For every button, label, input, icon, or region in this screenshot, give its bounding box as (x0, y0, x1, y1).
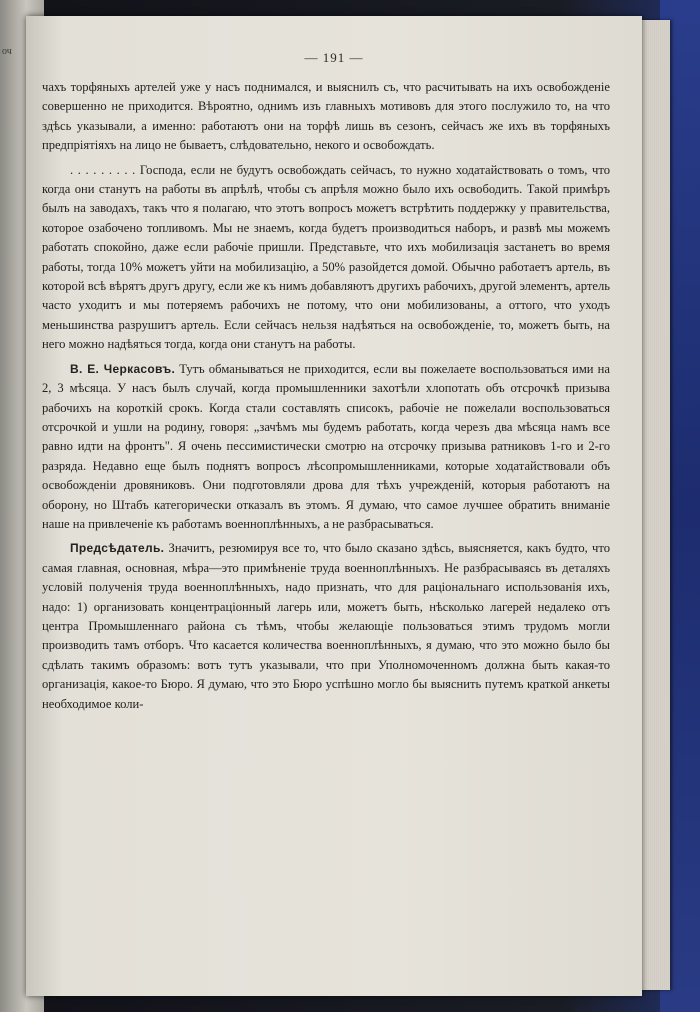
paragraph-2 (42, 161, 610, 355)
paragraph-text: Тутъ обманываться не приходится, если вы пожелаете воспользоваться ими на 2, 3 мѣсяца. У насъ былъ случай, когда промышленники захотѣли хлопотать объ отсрочкѣ призыва рабочихъ на короткій срокъ. Когда стали составлять списокъ, рабочіе не пожелали воспользоваться отсрочкой и ушли на родину, говоря: „зачѣмъ мы будемъ работать, когда черезъ два мѣсяца намъ все равно идти на фронтъ". Я очень пессимистически смотрю на отсрочку призыва ратниковъ 1-го и 2-го разряда. Недавно еще былъ поднятъ вопросъ лѣсопромышленниками, которые ходатайствовали объ освобожденіи дровяниковъ. Они подготовляли дрова для тѣхъ учрежденій, которыя работаютъ на оборону, но Штабъ категорически отказалъ въ этомъ. Я думаю, что самое лучшее обратить вниманіе наше на привлеченіе къ работамъ военноплѣнныхъ, а не разбрасываться. (42, 361, 610, 531)
body-text (42, 78, 610, 714)
page-number: — 191 — (304, 50, 364, 65)
speaker-name: В. Е. Черкасовъ. (70, 361, 176, 376)
paragraph-1 (42, 78, 610, 156)
paragraph-text: чахъ торфяныхъ артелей уже у насъ поднимался, и выяснилъ съ, что расчитывать на ихъ освобожденіе совершенно не приходится. Вѣроятно, однимъ изъ главныхъ мотивовъ для этого послужило то, на что здѣсь указывали, а именно: работаютъ они на торфѣ лишь въ сезонъ, сейчасъ же ихъ въ торфяныхъ предпріятіяхъ на лицо не бываетъ, слѣдовательно, некого и освобождать. (42, 80, 610, 153)
left-page-fragment: оч (2, 46, 12, 57)
paragraph-4 (42, 539, 610, 714)
paragraph-3 (42, 360, 610, 535)
book-page (26, 16, 642, 996)
paragraph-text: Значитъ, резюмируя все то, что было сказано здѣсь, выясняется, какъ будто, что самая главная, основная, мѣра—это примѣненіе труда военноплѣнныхъ. Не разбрасываясь въ деталяхъ условій полученія труда военноплѣнныхъ, надо признать, что для раціональнаго использованія ихъ, надо: 1) организовать концентраціонный лагерь или, можетъ быть, нѣсколько лагерей недалеко отъ центра Промышленнаго района съ тѣмъ, чтобы желающіе пользоваться этимъ трудомъ могли производить тамъ отборъ. Что касается количества военноплѣнныхъ, я думаю, что это можно было бы сдѣлать такимъ образомъ: вотъ тутъ указывали, что при Уполномоченномъ должна быть какая-то организація, какое-то Бюро. Я думаю, что это Бюро успѣшно могло бы выяснить путемъ краткой анкеты необходимое коли- (42, 541, 610, 711)
paragraph-text: . . . . . . . . . Господа, если не будутъ освобождать сейчасъ, то нужно ходатайствовать о томъ, что когда они станутъ на работы въ апрѣлѣ, чтобы съ апрѣля можно было ихъ освободить. Такой примѣръ былъ на заводахъ, такъ что я полагаю, что этотъ вопросъ можетъ встрѣтить поддержку у правительства, которое озабочено топливомъ. Мы не знаемъ, когда будетъ производиться наборъ, и развѣ мы можемъ работать спокойно, даже если рабочіе пришли. Представьте, что ихъ мобилизація застанетъ во время работы, тогда 10% можетъ уйти на мобилизацію, а 50% разойдется домой. Обычно работаетъ артель, въ которой всѣ вѣрятъ другъ другу, если же къ нимъ добавляютъ другихъ рабочихъ, другой элементъ, артель часто уходитъ и мы потеряемъ рабочихъ не потому, что они мобилизованы, а оттого, что уходъ меньшинства разрушитъ артель. Если сейчасъ нельзя надѣяться на освобожденіе, то, можетъ быть, на него можно надѣяться тогда, когда они станутъ на работы. (42, 162, 610, 352)
speaker-name: Предсѣдатель. (70, 541, 165, 556)
